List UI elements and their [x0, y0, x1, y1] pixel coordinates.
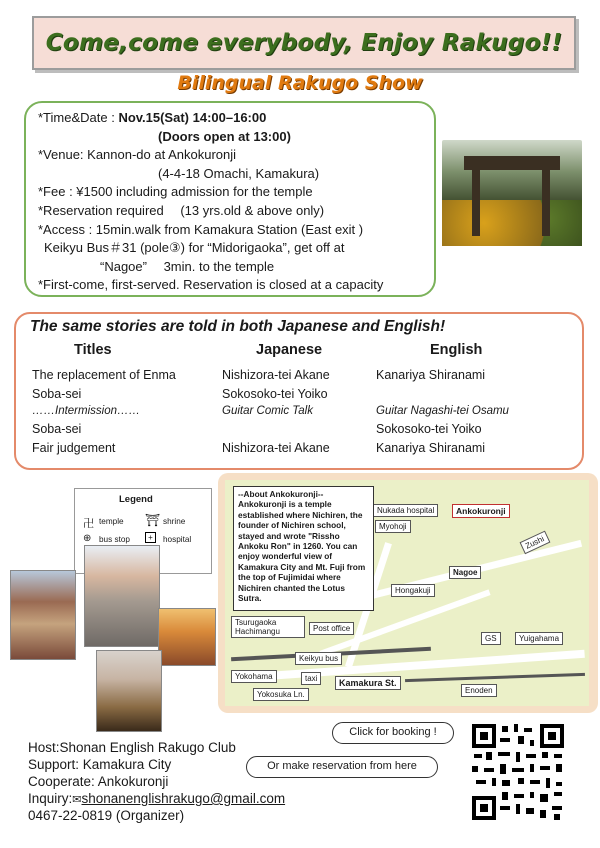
access: *Access : 15min.walk from Kamakura Station (East exit )	[38, 221, 364, 237]
first-come: *First-come, first-served. Reservation is closed at a capacity	[38, 277, 384, 293]
address: (4-4-18 Omachi, Kamakura)	[158, 165, 320, 181]
cooperate: Cooperate: Ankokuronji	[28, 774, 169, 789]
bus-info: Keikyu Bus＃31 (pole③) for “Midorigaoka”, get off at	[44, 240, 345, 256]
legend-shrine: shrine	[163, 517, 186, 526]
support: Support: Kamakura City	[28, 757, 172, 772]
inquiry-label: Inquiry:	[28, 791, 73, 806]
map-label-keikyu: Keikyu bus	[295, 652, 342, 665]
doors-open: (Doors open at 13:00)	[158, 128, 291, 144]
row-5-ja: Nishizora-tei Akane	[222, 441, 330, 455]
row-3-ja: Guitar Comic Talk	[222, 405, 313, 417]
temple-gate-photo	[442, 140, 582, 246]
row-4-en: Sokosoko-tei Yoiko	[376, 422, 482, 436]
temple-icon: 卍	[83, 518, 94, 530]
mail-icon: ✉	[72, 794, 82, 806]
col-titles: Titles	[74, 342, 112, 358]
legend-title: Legend	[119, 494, 153, 505]
time-value: Nov.15(Sat) 14:00–16:00	[118, 110, 267, 125]
map-label-ankokuronji: Ankokuronji	[452, 504, 510, 518]
host: Host:Shonan English Rakugo Club	[28, 740, 236, 755]
row-5-en: Kanariya Shiranami	[376, 441, 486, 455]
phone: 0467-22-0819 (Organizer)	[28, 808, 185, 823]
map-label-gs: GS	[481, 632, 501, 645]
event-info-box	[24, 101, 436, 297]
map-label-taxi: taxi	[301, 672, 321, 685]
map-label-yokosuka: Yokosuka Ln.	[253, 688, 309, 701]
hospital-icon: +	[145, 532, 156, 543]
row-2-ja: Sokosoko-tei Yoiko	[222, 387, 328, 401]
legend-hospital: hospital	[163, 535, 192, 544]
venue: *Venue: Kannon-do at Ankokuronji	[38, 147, 237, 163]
time-label: *Time&Date :	[38, 110, 119, 125]
bus-info-2: “Nagoe” 3min. to the temple	[100, 258, 275, 274]
map-label-enoden: Enoden	[461, 684, 497, 697]
about-ankokuronji: --About Ankokuronji-- Ankokuronji is a temple established where Nichiren, the founder of Nichiren school, stayed and wrote "Rissho Ankoku Ron" in 1260. You can enjoy wonderful view of Kamakura City and Mt. Fuji from the top of Fujimidai where Nichiren chanted the Lotus Sutra.	[233, 486, 374, 611]
row-3-en: Guitar Nagashi-tei Osamu	[376, 405, 509, 417]
row-5-title: Fair judgement	[32, 441, 116, 455]
reservation-note: *Reservation required (13 yrs.old & above only)	[38, 202, 325, 218]
row-1-ja: Nishizora-tei Akane	[222, 368, 330, 382]
program-heading: The same stories are told in both Japanese and English!	[30, 318, 446, 335]
row-3-title: ……Intermission……	[32, 405, 140, 417]
map-label-yokohama: Yokohama	[231, 670, 277, 683]
row-1-en: Kanariya Shiranami	[376, 368, 486, 382]
qr-code[interactable]	[470, 722, 566, 822]
map-label-nukada: Nukada hospital	[373, 504, 438, 517]
performer-photo-2	[84, 545, 160, 647]
email-link[interactable]: shonanenglishrakugo@gmail.com	[81, 791, 286, 806]
reservation-bubble[interactable]: Or make reservation from here	[246, 756, 438, 778]
map-label-tsurugaoka: Tsurugaoka Hachimangu	[231, 616, 305, 638]
bus-stop-icon: ⊕	[83, 533, 92, 544]
col-english: English	[430, 342, 483, 358]
fee: *Fee : ¥1500 including admission for the temple	[38, 184, 313, 200]
legend-bus-stop: bus stop	[99, 535, 130, 544]
map-label-hongakuji: Hongakuji	[391, 584, 435, 597]
map-label-postoffice: Post office	[309, 622, 354, 635]
map-label-yuigahama: Yuigahama	[515, 632, 563, 645]
shrine-icon: ⛩	[145, 513, 161, 527]
performer-photo-guitar	[96, 650, 162, 732]
subtitle: Bilingual Rakugo Show	[177, 72, 423, 94]
performer-photo-1	[10, 570, 76, 660]
row-2-title: Soba-sei	[32, 387, 82, 401]
title-banner	[32, 16, 576, 70]
row-4-title: Soba-sei	[32, 422, 82, 436]
legend-temple: temple	[99, 517, 124, 526]
map-label-kamakura-st: Kamakura St.	[335, 676, 401, 690]
col-japanese: Japanese	[256, 342, 323, 358]
booking-bubble[interactable]: Click for booking !	[332, 722, 454, 744]
banner-title: Come,come everybody, Enjoy Rakugo!!	[45, 30, 563, 56]
row-1-title: The replacement of Enma	[32, 368, 176, 382]
map-label-nagoe: Nagoe	[449, 566, 481, 579]
map-label-myohoji: Myohoji	[375, 520, 411, 533]
performer-photo-3	[158, 608, 216, 666]
map-label-zushi: Zushi	[520, 531, 550, 554]
